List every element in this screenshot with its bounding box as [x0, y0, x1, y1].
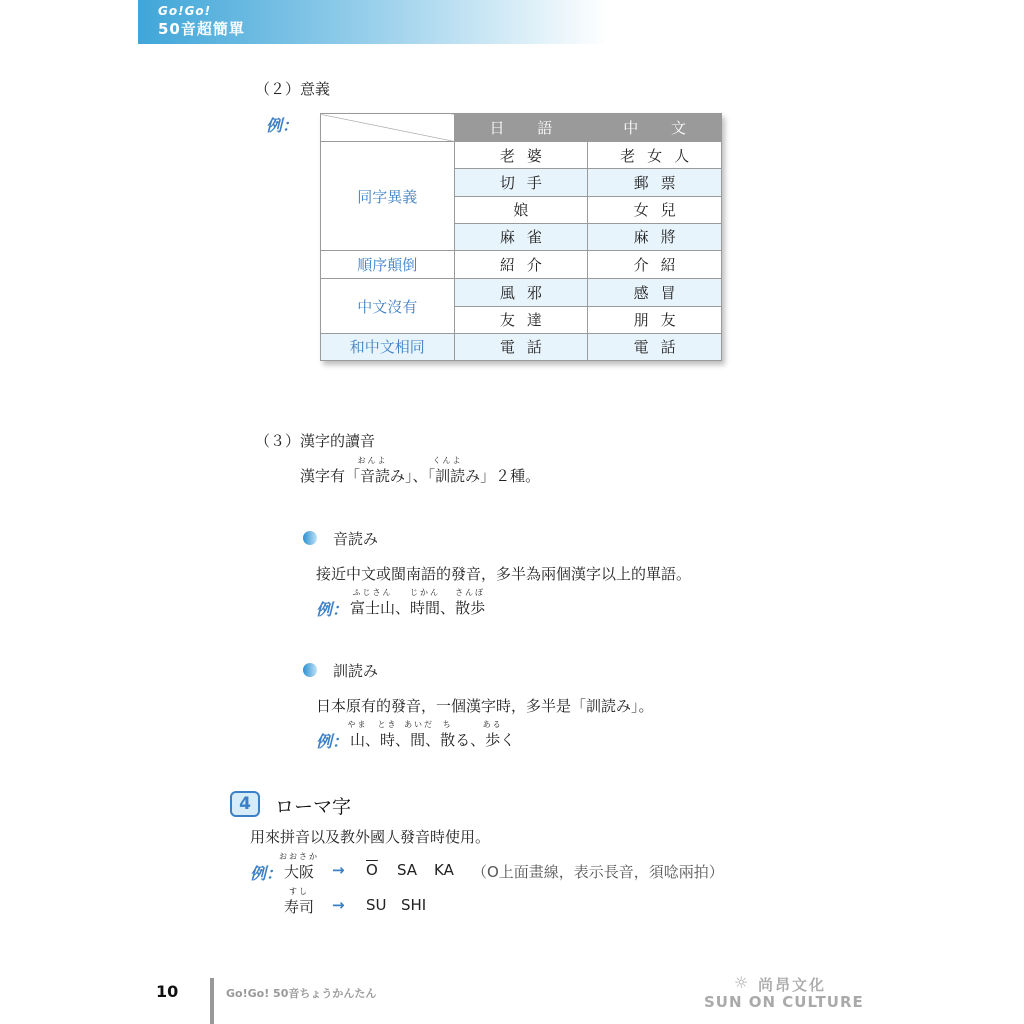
ruby-text: よ	[377, 456, 388, 465]
table-cell-ja: 麻雀	[454, 223, 588, 250]
ruby-word	[455, 588, 486, 618]
ruby-text: よ	[452, 456, 463, 465]
kun-yomi-desc: 日本原有的發音，一個漢字時，多半是「訓読み」。	[316, 697, 654, 715]
col-header-chinese: 中 文	[588, 114, 722, 142]
section3-heading: （３）漢字的讀音	[255, 432, 376, 450]
intro-text: み」２種。	[465, 467, 541, 485]
ruby-text: ある	[482, 720, 503, 729]
romaji-syllable-long: $\overline{O}$	[366, 861, 378, 879]
ruby-base: 音	[360, 467, 376, 485]
romaji-syllable: SA	[397, 861, 418, 879]
section2-heading: （２）意義	[255, 80, 331, 98]
ruby-text: とき	[377, 720, 398, 729]
ruby-word	[377, 720, 398, 750]
ruby-yomi-kanji	[450, 456, 466, 486]
ruby-text: ち	[442, 720, 453, 729]
ruby-base: 時	[380, 731, 396, 749]
footer-series-title: Go!Go! 50音ちょうかんたん	[226, 987, 377, 1000]
romaji-example-osaka	[279, 852, 319, 882]
ruby-word	[440, 720, 456, 750]
ruby-text: ふじさん	[352, 588, 393, 597]
publisher-name-zh: 尚昂文化	[758, 976, 827, 994]
long-vowel-note: （O上面畫線，表示長音，須唸兩拍）	[472, 863, 724, 881]
ruby-text: さんぽ	[455, 588, 486, 597]
table-cell-ja: 風邪	[454, 279, 588, 306]
ruby-text: じかん	[410, 588, 441, 597]
okurigana: る	[455, 731, 471, 749]
ruby-word	[350, 588, 396, 618]
intro-text: み」、「	[390, 467, 436, 485]
ruby-base: 読	[375, 467, 391, 485]
on-yomi-title: 音読み	[333, 530, 379, 548]
ruby-base: 散	[440, 731, 456, 749]
romaji-syllable: SU	[366, 896, 387, 914]
separator: 、	[440, 599, 456, 617]
table-cell-zh: 麻將	[588, 223, 722, 250]
ruby-base: 山	[350, 731, 366, 749]
ruby-yomi-kanji	[375, 456, 391, 486]
bullet-icon	[303, 663, 317, 677]
okurigana: く	[500, 731, 516, 749]
bullet-icon	[303, 531, 317, 545]
ruby-base: 間	[410, 731, 426, 749]
ruby-word	[279, 852, 319, 882]
ruby-text: あいだ	[404, 720, 435, 729]
ruby-word	[404, 720, 435, 750]
table-cell-zh: 電話	[588, 333, 722, 360]
category-cell: 中文沒有	[321, 279, 455, 333]
meaning-comparison-table	[320, 113, 722, 361]
ruby-word	[284, 887, 315, 917]
ruby-base: 寿司	[284, 898, 315, 916]
table-corner-cell	[321, 114, 455, 142]
ruby-word	[482, 720, 503, 750]
table-cell-ja: 老婆	[454, 142, 588, 169]
romaji-syllable: KA	[434, 861, 454, 879]
table-cell-zh: 郵票	[588, 169, 722, 196]
romaji-syllable: SHI	[401, 896, 427, 914]
footer-divider	[210, 978, 214, 1024]
table-cell-ja: 電話	[454, 333, 588, 360]
sun-icon: ☼	[734, 973, 749, 992]
ruby-text: すし	[289, 887, 309, 896]
on-yomi-desc: 接近中文或閩南語的發音，多半為兩個漢字以上的單語。	[316, 565, 692, 583]
ruby-text: くん	[432, 456, 453, 465]
arrow-icon: →	[332, 861, 345, 879]
ruby-base: 歩	[485, 731, 501, 749]
ruby-text: おおさか	[279, 852, 319, 861]
series-title-label: 50音超簡單	[158, 20, 245, 38]
separator: 、	[470, 731, 486, 749]
section4-title: ローマ字	[275, 796, 352, 818]
page-number: 10	[156, 982, 179, 1001]
separator: 、	[395, 731, 411, 749]
publisher-name-en: SUN ON CULTURE	[704, 993, 864, 1011]
ruby-word	[410, 588, 441, 618]
series-top-label: Go!Go!	[158, 4, 212, 18]
table-cell-ja: 紹介	[454, 251, 588, 279]
on-yomi-examples	[350, 588, 486, 618]
ruby-kun-kanji	[432, 456, 453, 486]
intro-text: 漢字有「	[300, 467, 361, 485]
ruby-text: おん	[357, 456, 378, 465]
separator: 、	[395, 599, 411, 617]
category-cell: 同字異義	[321, 142, 455, 251]
section4-desc: 用來拼音以及教外國人發音時使用。	[250, 828, 491, 846]
ruby-text: やま	[347, 720, 368, 729]
separator: 、	[365, 731, 381, 749]
example-tag: 例：	[316, 600, 349, 619]
ruby-word	[347, 720, 368, 750]
ruby-base: 富士山	[350, 599, 396, 617]
ruby-base: 読	[450, 467, 466, 485]
example-tag: 例：	[250, 864, 283, 883]
kun-yomi-examples	[347, 720, 516, 750]
example-tag: 例：	[266, 116, 299, 135]
section4-number-badge: 4	[230, 791, 260, 817]
ruby-base: 大阪	[284, 863, 315, 881]
category-cell: 和中文相同	[321, 333, 455, 360]
separator: 、	[425, 731, 441, 749]
table-cell-zh: 感冒	[588, 279, 722, 306]
example-tag: 例：	[316, 732, 349, 751]
ruby-base: 散歩	[455, 599, 486, 617]
kun-yomi-title: 訓読み	[333, 662, 379, 680]
table-cell-zh: 老女人	[588, 142, 722, 169]
romaji-example-sushi	[284, 887, 315, 917]
category-cell: 順序顛倒	[321, 251, 455, 279]
table-cell-zh: 朋友	[588, 306, 722, 333]
ruby-on-kanji	[357, 456, 378, 486]
table-cell-zh: 女兒	[588, 196, 722, 223]
table-cell-ja: 友達	[454, 306, 588, 333]
table-cell-zh: 介紹	[588, 251, 722, 279]
reading-intro	[300, 456, 541, 486]
arrow-icon: →	[332, 896, 345, 914]
table-cell-ja: 切手	[454, 169, 588, 196]
table-cell-ja: 娘	[454, 196, 588, 223]
ruby-base: 訓	[435, 467, 451, 485]
col-header-japanese: 日 語	[454, 114, 588, 142]
ruby-base: 時間	[410, 599, 441, 617]
